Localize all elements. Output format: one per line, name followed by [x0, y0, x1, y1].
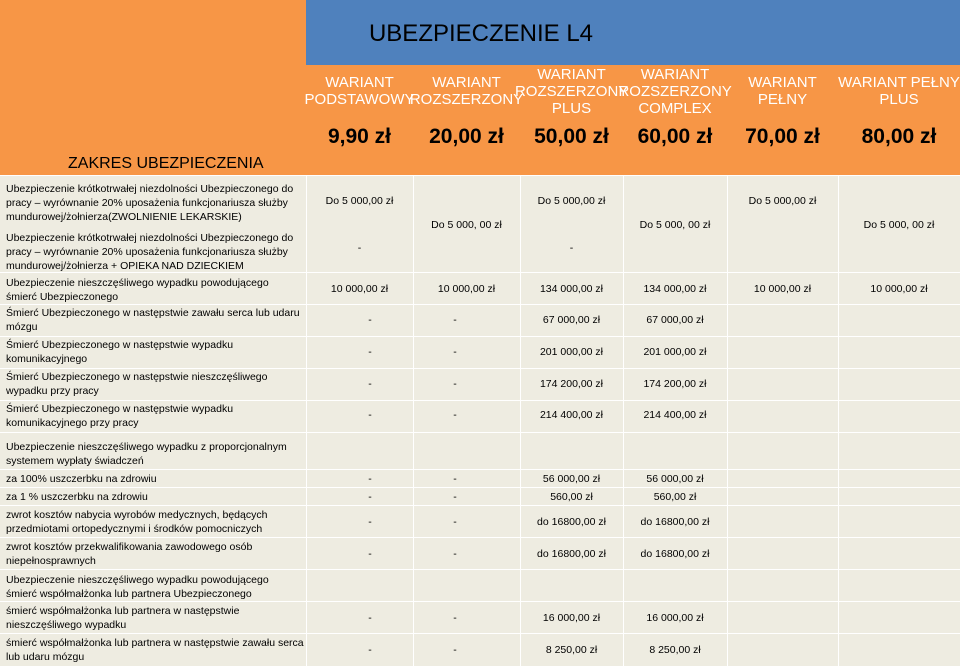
row-label-nnw-orthopedic: zwrot kosztów nabycia wyrobów medycznych, będących przedmiotami ortopedycznymi i środków pomocniczych [6, 509, 268, 535]
plan-name-rozszerzony-plus: WARIANT ROZSZERZONY PLUS [514, 65, 629, 117]
sick-leave-rozszerzony: Do 5 000, 00 zł [431, 219, 502, 231]
plan-name-pelny: WARIANT PEŁNY [748, 74, 817, 108]
plan-name-rozszerzony: WARIANT ROZSZERZONY [409, 74, 524, 108]
death-traffic-work-value: - [368, 409, 372, 421]
plan-name-podstawowy: WARIANT PODSTAWOWY [304, 74, 415, 108]
death-work-value: 174 200,00 zł [643, 378, 707, 390]
nnw-1-value: - [453, 491, 457, 503]
plan-price-podstawowy: 9,90 zł [327, 125, 392, 148]
death-accident-value: 134 000,00 zł [539, 283, 604, 295]
plan-price-pelny: 70,00 zł [745, 125, 820, 148]
row-label-sick-leave-childcare: Ubezpieczenie krótkotrwałej niezdolności Ubezpieczonego do pracy – wyrównanie 20% uposażenia funkcjonariusza służby mundurowej/żołnierza + OPIEKA NAD DZIECKIEM [6, 232, 294, 272]
death-heart-value: 67 000,00 zł [542, 314, 601, 326]
death-traffic-value: - [453, 346, 457, 358]
plan-name-pelny-plus: WARIANT PEŁNY PLUS [838, 74, 960, 108]
death-traffic-value: - [368, 346, 372, 358]
nnw-orthopedic-value: - [453, 516, 457, 528]
spouse-heart-value: - [453, 644, 457, 656]
death-traffic-work-value: 214 400,00 zł [643, 409, 707, 421]
nnw-retraining-value: - [453, 548, 457, 560]
spouse-heart-value: - [368, 644, 372, 656]
nnw-retraining-value: - [368, 548, 372, 560]
nnw-retraining-value: do 16800,00 zł [640, 548, 710, 560]
death-heart-value: - [453, 314, 457, 326]
death-traffic-work-value: 214 400,00 zł [539, 409, 604, 421]
nnw-100-value: - [368, 473, 372, 485]
row-label-nnw-1: za 1 % uszczerbku na zdrowiu [6, 491, 148, 503]
nnw-orthopedic-value: - [368, 516, 372, 528]
death-heart-value: - [368, 314, 372, 326]
row-label-nnw-100: za 100% uszczerbku na zdrowiu [6, 473, 157, 485]
death-accident-value: 134 000,00 zł [643, 283, 707, 295]
row-label-sick-leave: Ubezpieczenie krótkotrwałej niezdolności Ubezpieczonego do pracy – wyrównanie 20% uposażenia funkcjonariusza służby mundurowej/żołnierza(ZWOLNIENIE LEKARSKIE) [6, 183, 294, 223]
plan-price-rozszerzony-complex: 60,00 zł [637, 125, 713, 148]
spouse-accident-value: - [453, 612, 457, 624]
death-traffic-value: 201 000,00 zł [643, 346, 707, 358]
spouse-section-header: Ubezpieczenie nieszczęśliwego wypadku powodującego śmierć współmałżonka lub partnera Ubezpieczonego [6, 574, 269, 600]
nnw-1-value: - [368, 491, 372, 503]
spouse-accident-value: 16 000,00 zł [542, 612, 601, 624]
nnw-1-value: 560,00 zł [550, 491, 593, 503]
nnw-section-header: Ubezpieczenie nieszczęśliwego wypadku z proporcjonalnym systemem wypłaty świadczeń [6, 441, 287, 467]
plan-name-rozszerzony-complex: WARIANT ROZSZERZONY COMPLEX [618, 65, 732, 117]
scope-header: ZAKRES UBEZPIECZENIA [68, 155, 264, 172]
plan-price-rozszerzony-plus: 50,00 zł [534, 125, 609, 148]
sick-leave-pelny: Do 5 000,00 zł [748, 195, 817, 207]
nnw-100-value: 56 000,00 zł [646, 473, 704, 485]
nnw-orthopedic-value: do 16800,00 zł [537, 516, 606, 528]
death-accident-value: 10 000,00 zł [437, 283, 496, 295]
sick-leave-rozszerzony-plus: Do 5 000,00 zł [537, 195, 606, 207]
sick-leave-podstawowy: Do 5 000,00 zł [325, 195, 394, 207]
row-label-death-accident: Ubezpieczenie nieszczęśliwego wypadku powodującego śmierć Ubezpieczonego [6, 277, 269, 303]
nnw-100-value: 56 000,00 zł [542, 473, 601, 485]
spouse-heart-value: 8 250,00 zł [649, 644, 701, 656]
row-label-death-traffic-work: Śmierć Ubezpieczonego w następstwie wypadku komunikacyjnego przy pracy [6, 403, 234, 429]
death-work-value: - [453, 378, 457, 390]
sick-leave-childcare-podstawowy: - [357, 242, 362, 254]
row-label-death-heart: Śmierć Ubezpieczonego w następstwie zawału serca lub udaru mózgu [6, 307, 300, 333]
row-label-nnw-retraining: zwrot kosztów przekwalifikowania zawodowego osób niepełnosprawnych [6, 541, 253, 567]
death-traffic-value: 201 000,00 zł [539, 346, 604, 358]
row-label-death-traffic: Śmierć Ubezpieczonego w następstwie wypadku komunikacyjnego [6, 339, 234, 365]
death-heart-value: 67 000,00 zł [646, 314, 704, 326]
nnw-retraining-value: do 16800,00 zł [537, 548, 606, 560]
death-traffic-work-value: - [453, 409, 457, 421]
spouse-heart-value: 8 250,00 zł [545, 644, 598, 656]
death-work-value: - [368, 378, 372, 390]
spouse-accident-value: - [368, 612, 372, 624]
sick-leave-pelny-plus: Do 5 000, 00 zł [863, 219, 935, 231]
death-work-value: 174 200,00 zł [539, 378, 604, 390]
death-accident-value: 10 000,00 zł [753, 283, 812, 295]
death-accident-value: 10 000,00 zł [330, 283, 389, 295]
row-label-death-work: Śmierć Ubezpieczonego w następstwie nieszczęśliwego wypadku przy pracy [6, 371, 268, 397]
sick-leave-rozszerzony-complex: Do 5 000, 00 zł [639, 219, 711, 231]
page-title: UBEZPIECZENIE L4 [368, 20, 594, 47]
scope-header-bg [0, 0, 306, 175]
plan-price-rozszerzony: 20,00 zł [429, 125, 504, 148]
row-label-spouse-heart: śmierć współmałżonka lub partnera w następstwie zawału serca lub udaru mózgu [6, 637, 304, 663]
spouse-accident-value: 16 000,00 zł [646, 612, 704, 624]
nnw-1-value: 560,00 zł [653, 491, 697, 503]
sick-leave-childcare-rozszerzony-plus: - [569, 242, 574, 254]
death-accident-value: 10 000,00 zł [870, 283, 928, 295]
plan-price-pelny-plus: 80,00 zł [861, 125, 937, 148]
nnw-100-value: - [453, 473, 457, 485]
nnw-orthopedic-value: do 16800,00 zł [640, 516, 710, 528]
row-label-spouse-accident: śmierć współmałżonka lub partnera w następstwie nieszczęśliwego wypadku [6, 605, 240, 631]
